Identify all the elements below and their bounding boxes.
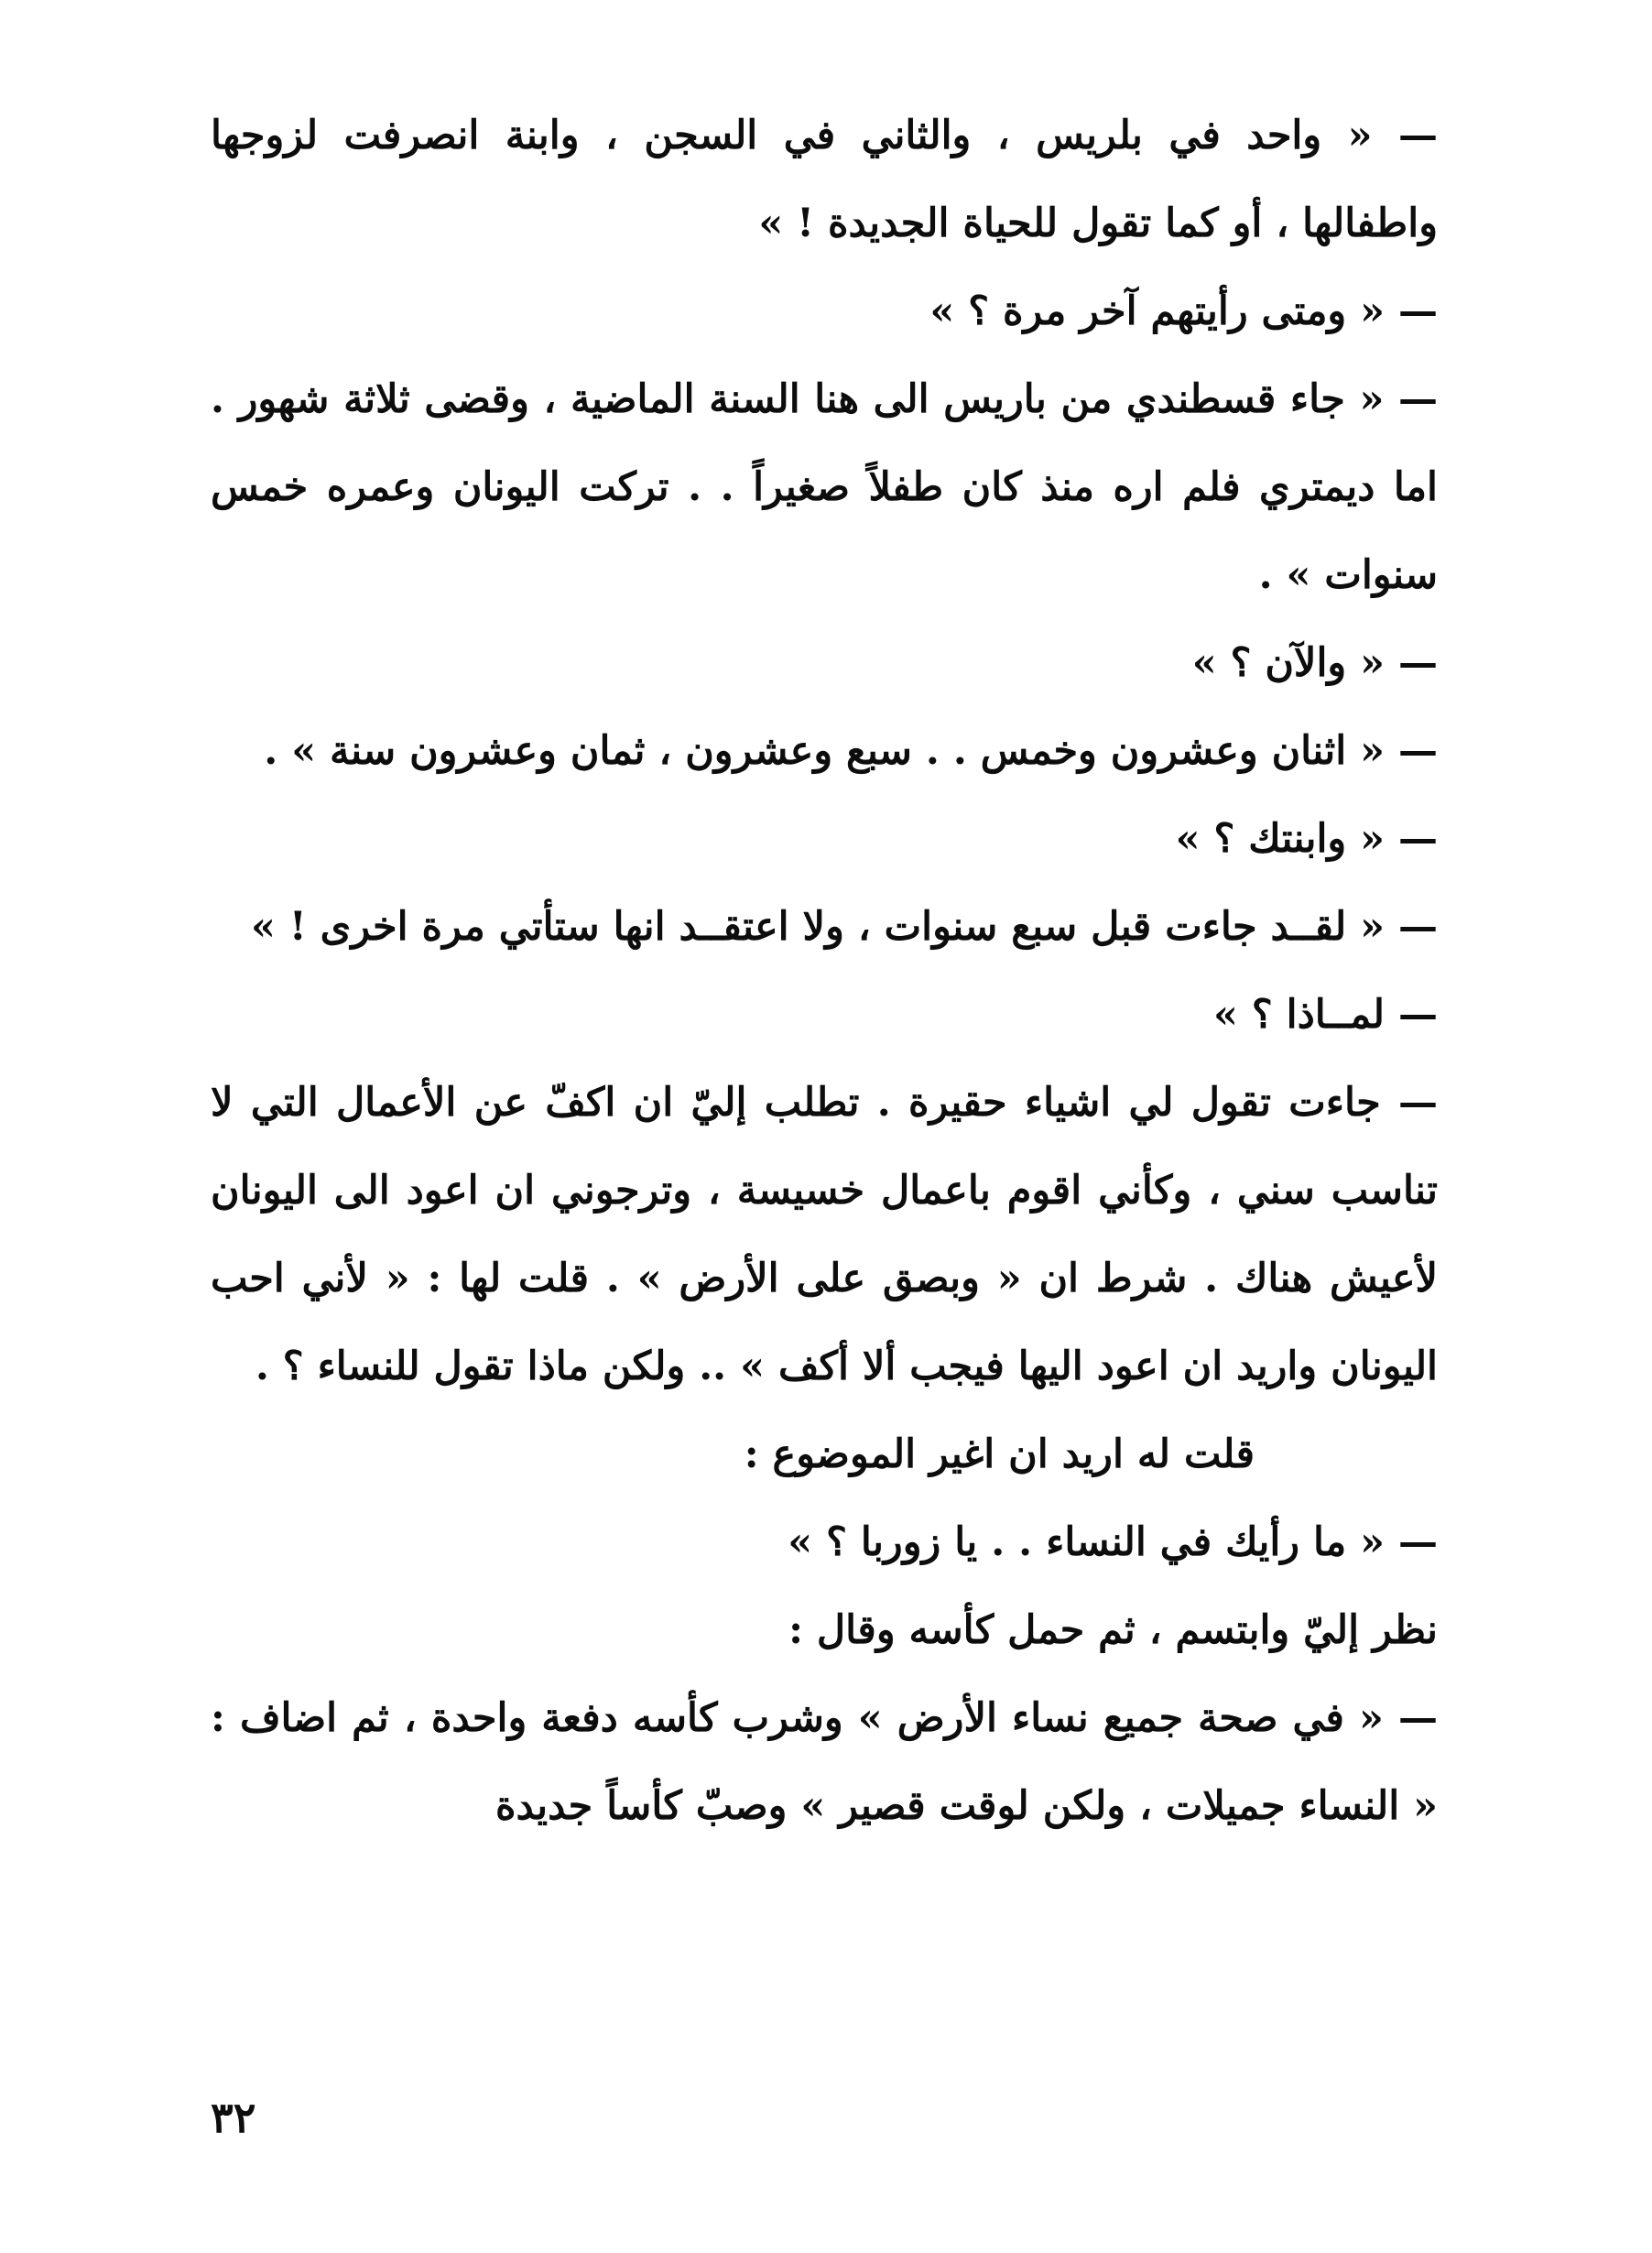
paragraph: — « في صحة جميع نساء الأرض » وشرب كأسه دفعة واحدة ، ثم اضاف : « النساء جميلات ، ولكن لوقت قصير » وصبّ كأساً جديدة [211, 1695, 1438, 1829]
book-page [211, 92, 1438, 2198]
paragraph: — « ومتى رأيتهم آخر مرة ؟ » [929, 288, 1438, 334]
paragraph: — « واحد في بلريس ، والثاني في السجن ، وابنة انصرفت لزوجها واطفالها ، أو كما تقول للحياة الجديدة ! » [211, 113, 1438, 246]
paragraph: — جاءت تقول لي اشياء حقيرة . تطلب إليّ ان اكفّ عن الأعمال التي لا تناسب سني ، وكأني اقوم باعمال خسيسة ، وترجوني ان اعود الى اليونان لأعيش هناك . شرط ان « وبصق على الأرض » . قلت لها : « لأني احب اليونان واريد ان اعود اليها فيجب ألا أكف » .. ولكن ماذا تقول للنساء ؟ . [211, 1080, 1438, 1389]
paragraph: — « اثنان وعشرون وخمس . . سبع وعشرون ، ثمان وعشرون سنة » . [264, 728, 1438, 774]
paragraph: — « لقــد جاءت قبل سبع سنوات ، ولا اعتقــد انها ستأتي مرة اخرى ! » [250, 904, 1438, 950]
paragraph: — « والآن ؟ » [1191, 640, 1438, 686]
paragraph: — « ما رأيك في النساء . . يا زوربا ؟ » [788, 1519, 1438, 1565]
paragraph: قلت له اريد ان اغير الموضوع : [744, 1431, 1255, 1477]
paragraph: — « وابنتك ؟ » [1175, 816, 1438, 862]
paragraph: — « جاء قسطندي من باريس الى هنا السنة الماضية ، وقضى ثلاثة شهور . اما ديمتري فلم اره منذ كان طفلاً صغيراً . . تركت اليونان وعمره خمس سنوات » . [211, 376, 1438, 598]
body-text [211, 92, 1438, 1850]
paragraph: — لمــاذا ؟ » [1213, 992, 1438, 1038]
paragraph: نظر إليّ وابتسم ، ثم حمل كأسه وقال : [788, 1607, 1438, 1653]
page-number: ٣٢ [211, 2093, 256, 2142]
